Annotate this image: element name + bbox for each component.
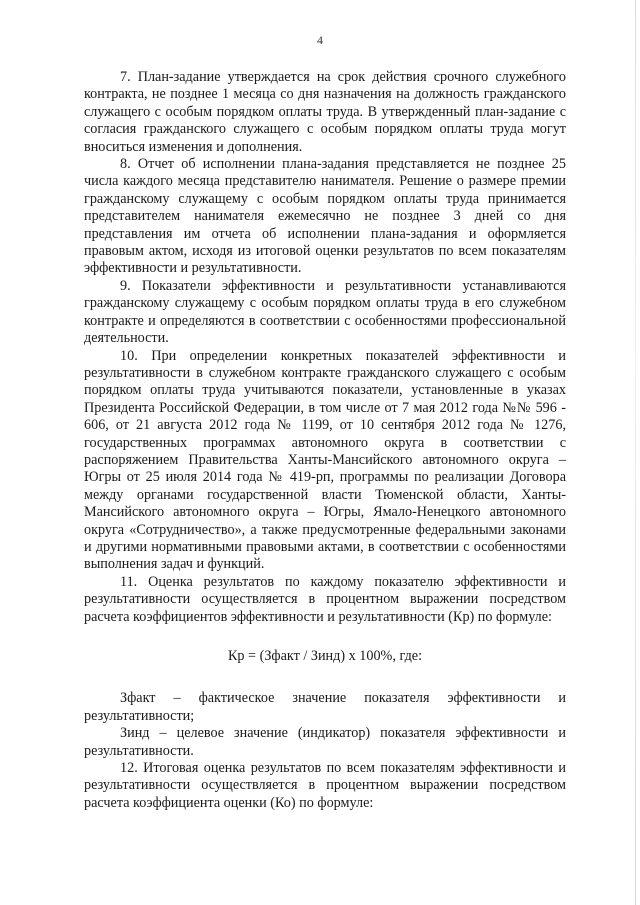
paragraph-8: 8. Отчет об исполнении плана-задания представляется не позднее 25 числа каждого месяца представителю нанимателя. Решение о размере премии гражданскому служащему с особым порядком оплаты труда принимается представителем нанимателя ежемесячно не позднее 3 дней со дня представления им отчета об исполнении плана-задания и оформляется правовым актом, исходя из итоговой оценки результатов по всем показателям эффективности и результативности. <box>84 156 566 277</box>
document-body <box>84 69 566 812</box>
paragraph-12: 12. Итоговая оценка результатов по всем показателям эффективности и результативности осуществляется в процентном выражении посредством расчета коэффициента оценки (Ко) по формуле: <box>84 760 566 811</box>
definition-zfact: Зфакт – фактическое значение показателя эффективности и результативности; <box>84 690 566 724</box>
paragraph-9: 9. Показатели эффективности и результативности устанавливаются гражданскому служащему с особым порядком оплаты труда в его служебном контракте и определяются в соответствии с особенностями профессиональной деятельности. <box>84 277 566 347</box>
definition-zind: Зинд – целевое значение (индикатор) показателя эффективности и результативности. <box>84 725 566 759</box>
paragraph-7: 7. План-задание утверждается на срок действия срочного служебного контракта, не позднее 1 месяца со дня назначения на должность гражданского служащего с особым порядком оплаты труда. В утвержденный план-задание с согласия гражданского служащего с особым порядком оплаты труда могут вноситься изменения и дополнения. <box>84 69 566 155</box>
scan-edge-line <box>635 0 636 905</box>
formula-kr: Кр = (Зфакт / Зинд) х 100%, где: <box>227 648 423 664</box>
paragraph-10: 10. При определении конкретных показателей эффективности и результативности в служебном контракте гражданского служащего с особым порядком оплаты труда учитываются показатели, установленные в указах Президента Российской Федерации, в том числе от 7 мая 2012 года №№ 596 - 606, от 21 августа 2012 года № 1199, от 10 сентября 2012 года № 1276, государственных программах автономного округа в соответствии с распоряжением Правительства Ханты-Мансийского автономного округа – Югры от 25 июля 2014 года № 419-рп, программы по реализации Договора между органами государственной власти Тюменской области, Ханты-Мансийского автономного округа – Югры, Ямало-Ненецкого автономного округа «Сотрудничество», а также предусмотренные федеральными законами и другими нормативными правовыми актами, в соответствии с особенностями выполнения задач и функций. <box>84 347 566 573</box>
paragraph-11: 11. Оценка результатов по каждому показателю эффективности и результативности осуществляется в процентном выражении посредством расчета коэффициентов эффективности и результативности (Кр) по формуле: <box>84 573 566 625</box>
page-number: 4 <box>317 33 323 47</box>
